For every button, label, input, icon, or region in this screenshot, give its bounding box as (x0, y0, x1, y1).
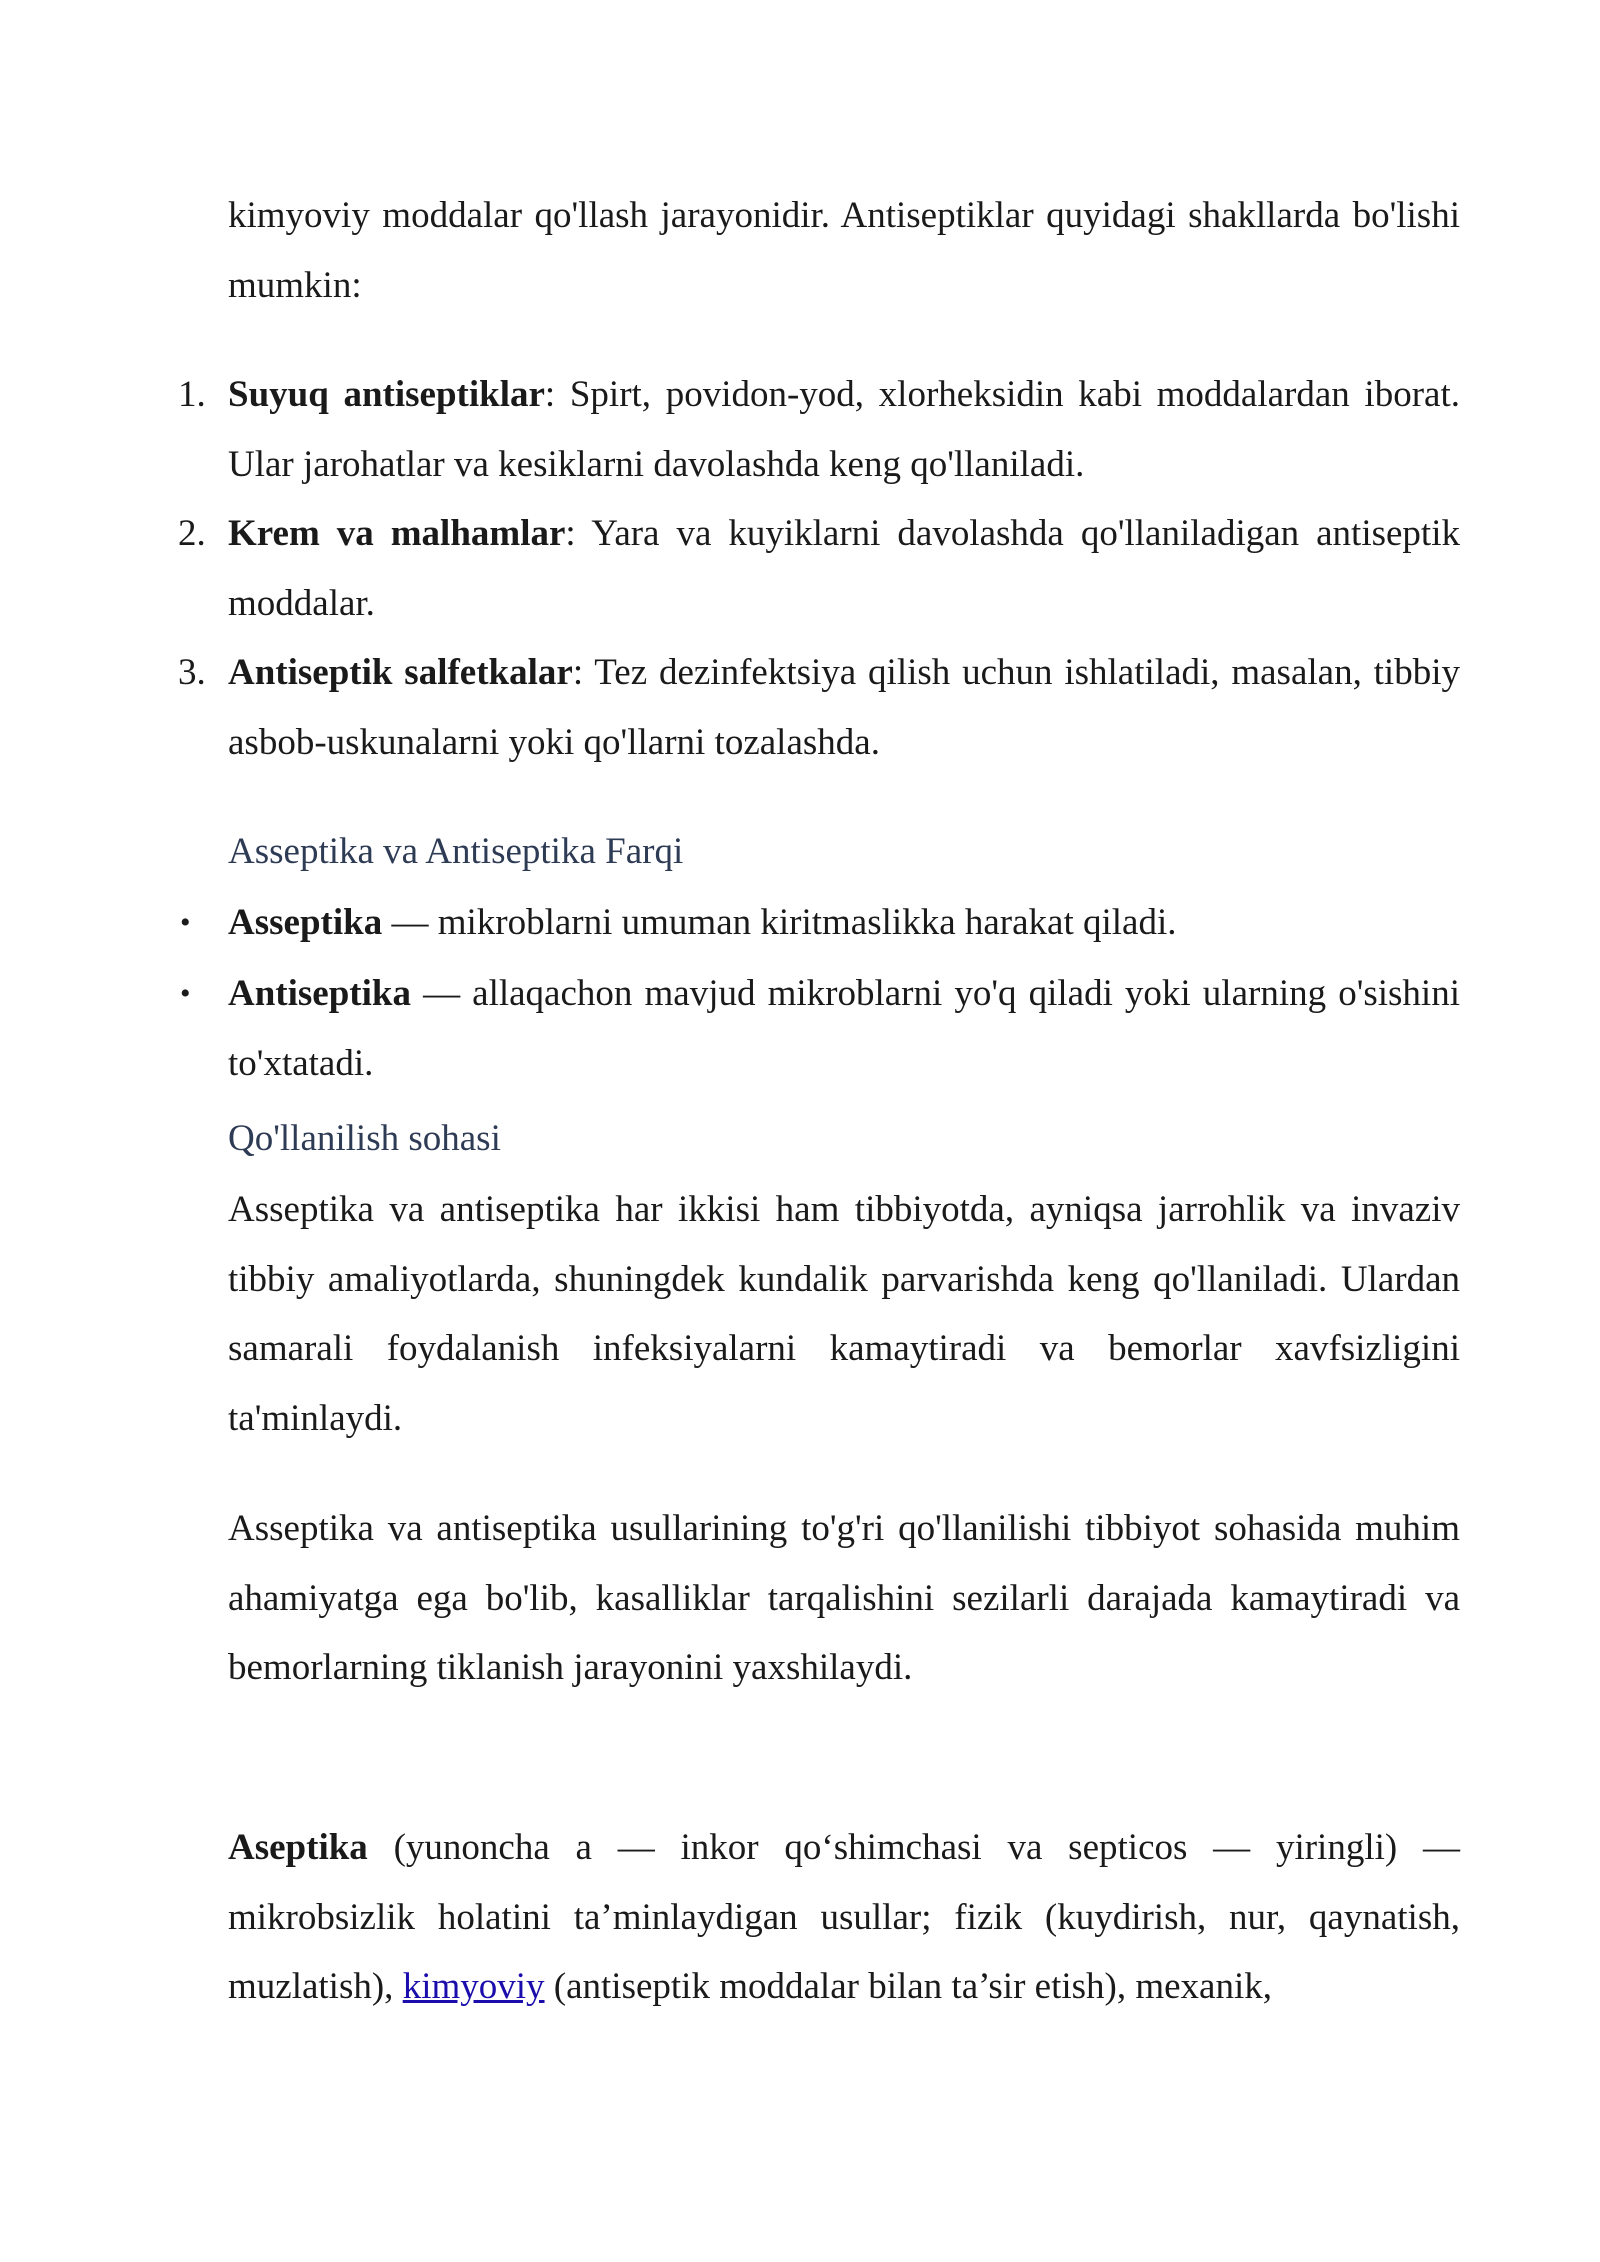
list-item (228, 638, 1460, 777)
intro-paragraph: kimyoviy moddalar qo'llash jarayonidir. Antiseptiklar quyidagi shakllarda bo'lishi mumkin: (228, 195, 1460, 306)
bullet-icon: • (180, 906, 191, 939)
bullet-item-term: Asseptika (228, 902, 383, 943)
list-item (228, 360, 1460, 499)
list-number: 3. (178, 652, 206, 693)
list-item-term: Krem va malhamlar (228, 513, 566, 554)
heading-farqi: Asseptika va Antiseptika Farqi (228, 831, 684, 872)
list-number: 2. (178, 513, 206, 554)
kimyoviy-link[interactable]: kimyoviy (402, 1966, 545, 2007)
list-item-term: Suyuq antiseptiklar (228, 374, 545, 415)
bullet-item-text: — mikroblarni umuman kiritmaslikka harakat qiladi. (382, 902, 1177, 943)
bullet-item-term: Antiseptika (228, 973, 411, 1014)
list-item-text: : Spirt, povidon-yod, xlorheksidin kabi moddalardan iborat. Ular jarohatlar va kesiklarni davolashda keng qo'llaniladi. (228, 374, 1460, 485)
aseptika-text-cont: (antiseptik moddalar bilan ta’sir etish), mexanik, (544, 1966, 1273, 2007)
bullet-item (228, 959, 1460, 1098)
usul-paragraph: Asseptika va antiseptika usullarining to'g'ri qo'llanilishi tibbiyot sohasida muhim ahamiyatga ega bo'lib, kasalliklar tarqalishini sezilarli darajada kamaytiradi va bemorlarning tiklanish jarayonini yaxshilaydi. (228, 1508, 1460, 1688)
list-item-text: : Yara va kuyiklarni davolashda qo'llaniladigan antiseptik moddalar. (228, 513, 1460, 624)
list-item (228, 499, 1460, 638)
list-item-text: : Tez dezinfektsiya qilish uchun ishlatiladi, masalan, tibbiy asbob-uskunalarni yoki qo'llarni tozalashda. (228, 652, 1460, 763)
heading-qollanilish-sohasi: Qo'llanilish sohasi (228, 1118, 501, 1159)
aseptika-paragraph (228, 1813, 1460, 2022)
bullet-item-text: — allaqachon mavjud mikroblarni yo'q qiladi yoki ularning o'sishini to'xtatadi. (228, 973, 1460, 1084)
bullet-item (228, 888, 1460, 958)
bullet-icon: • (180, 977, 191, 1010)
list-item-term: Antiseptik salfetkalar (228, 652, 573, 693)
soha-paragraph: Asseptika va antiseptika har ikkisi ham tibbiyotda, ayniqsa jarrohlik va invaziv tibbiy amaliyotlarda, shuningdek kundalik parvarishda keng qo'llaniladi. Ulardan samarali foydalanish infeksiyalarni kamaytiradi va bemorlar xavfsizligini ta'minlaydi. (228, 1189, 1460, 1439)
aseptika-text: (yunoncha a — inkor qo‘shimchasi va septicos — yiringli) — mikrobsizlik holatini ta’minlaydigan usullar; fizik (kuydirish, nur, qaynatish, muzlatish), (228, 1827, 1460, 2007)
aseptika-term: Aseptika (228, 1827, 368, 1868)
list-number: 1. (178, 374, 206, 415)
